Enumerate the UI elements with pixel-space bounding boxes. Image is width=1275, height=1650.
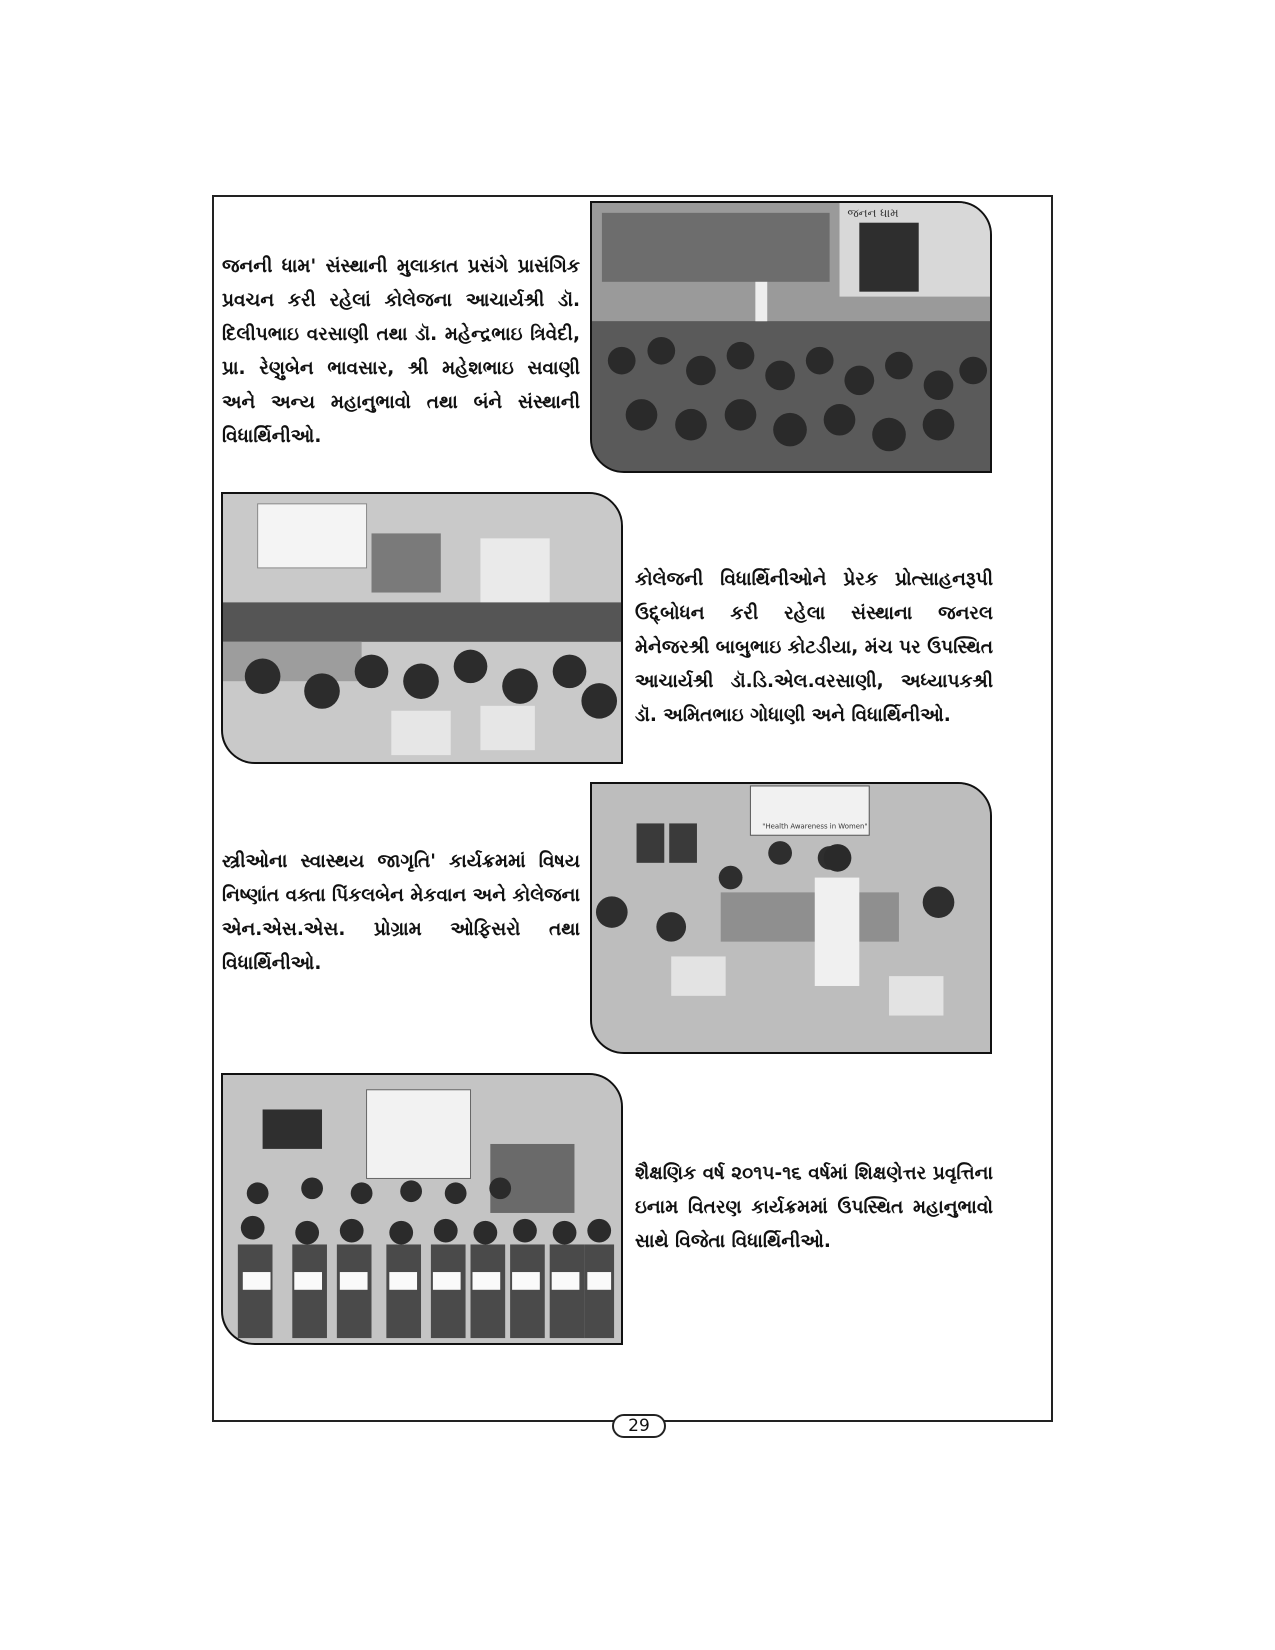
photo-general-manager-address bbox=[221, 492, 623, 764]
caption-prize-distribution: શૈક્ષણિક વર્ષ ૨૦૧૫-૧૬ વર્ષમાં શિક્ષણેત્તર પ્રવૃત્તિના ઇનામ વિતરણ કાર્યક્રમમાં ઉપસ્થિત મહાનુભાવો સાથે વિજેતા વિધાર્થિનીઓ. bbox=[635, 1163, 993, 1252]
photo-health-awareness-scene bbox=[592, 784, 990, 1052]
photo-prize-distribution bbox=[221, 1073, 623, 1345]
caption-janani-dham-visit: જનની ધામ' સંસ્થાની મુલાકાત પ્રસંગે પ્રાસંગિક પ્રવચન કરી રહેલાં કોલેજના આચાર્યશ્રી ડૉ. દિલીપભાઇ વરસાણી તથા ડૉ. મહેન્દ્રભાઇ ત્રિવેદી, પ્રા. રેણુબેન ભાવસાર, શ્રી મહેશભાઇ સવાણી અને અન્ય મહાનુભાવો તથા બંને સંસ્થાની વિધાર્થિનીઓ. bbox=[222, 256, 580, 447]
photo-prize-distribution-scene bbox=[223, 1075, 621, 1343]
photo-sign-text: જનન ધામ bbox=[847, 205, 899, 220]
photo-classroom-scene bbox=[223, 494, 621, 762]
banner-text: "Health Awareness in Women" bbox=[762, 822, 868, 831]
photo-health-awareness-program bbox=[590, 782, 992, 1054]
photo-janani-dham-gathering bbox=[590, 201, 992, 473]
photo-janani-dham-scene bbox=[592, 203, 990, 471]
caption-health-awareness: સ્ત્રીઓના સ્વાસ્થય જાગૃતિ' કાર્યક્રમમાં વિષય નિષ્ણાંત વક્તા પિંકલબેન મેકવાન અને કોલેજના એન.એસ.એસ. પ્રોગ્રામ ઓફિસરો તથા વિધાર્થિનીઓ. bbox=[222, 851, 580, 974]
caption-general-manager-address: કોલેજની વિધાર્થિનીઓને પ્રેરક પ્રોત્સાહનરૂપી ઉદ્દ્બોધન કરી રહેલા સંસ્થાના જનરલ મેનેજરશ્રી બાબુભાઇ કોટડીયા, મંચ પર ઉપસ્થિત આચાર્યશ્રી ડૉ.ડિ.એલ.વરસાણી, અધ્યાપકશ્રી ડૉ. અમિતભાઇ ગોધાણી અને વિધાર્થિનીઓ. bbox=[635, 569, 993, 726]
page-number: 29 bbox=[612, 1414, 666, 1438]
